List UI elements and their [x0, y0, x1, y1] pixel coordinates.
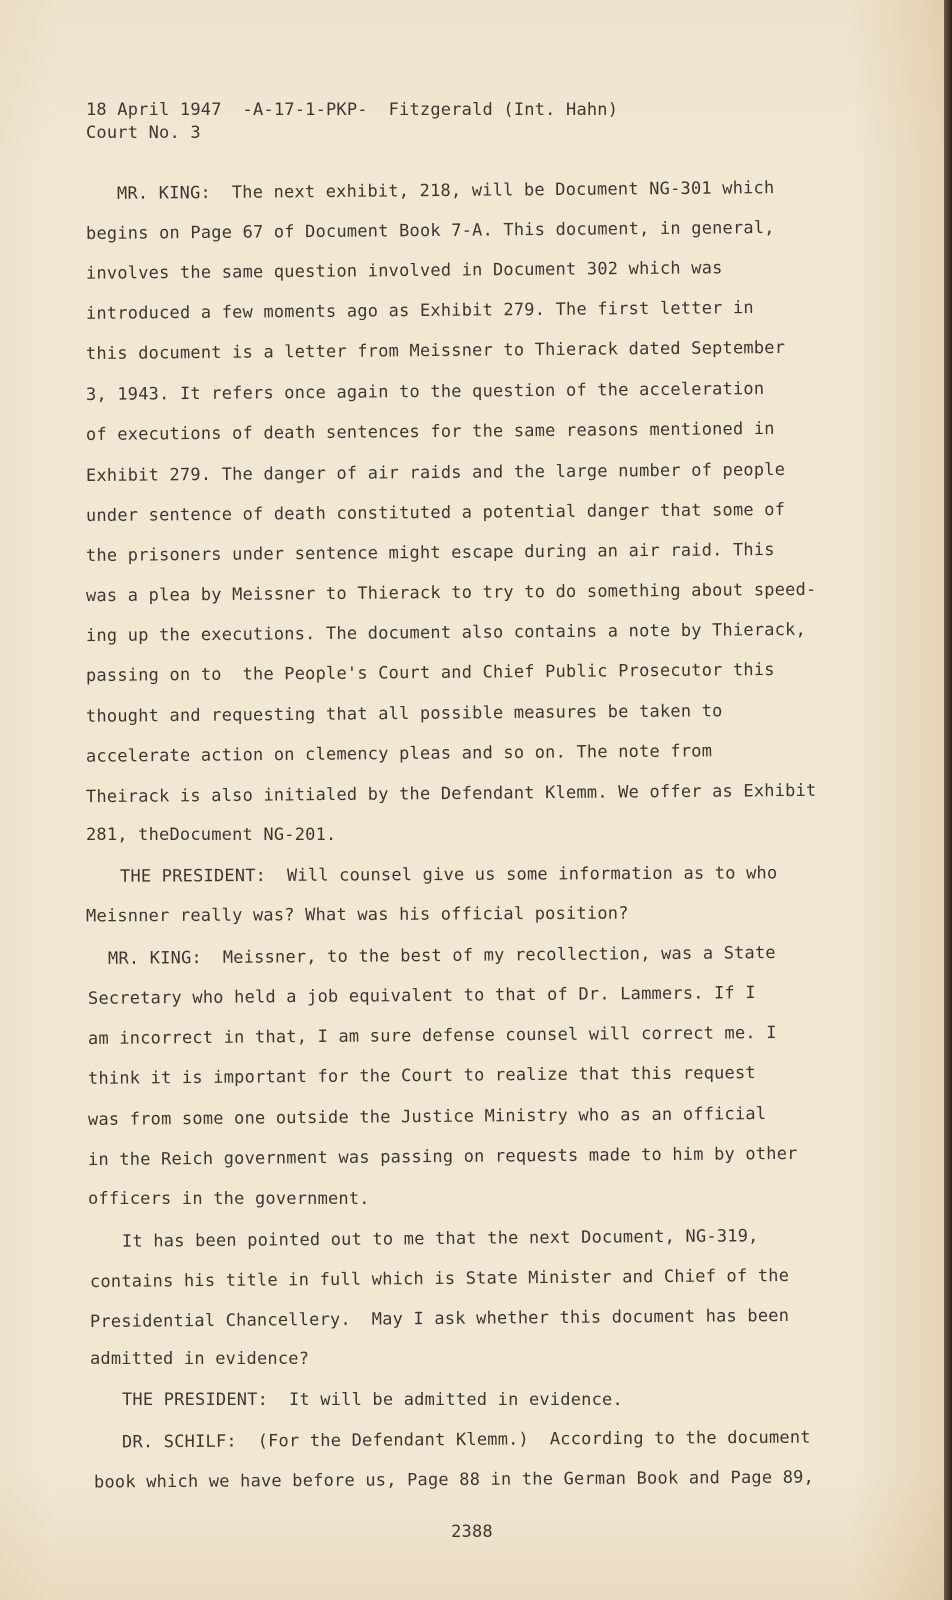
header-court-number: Court No. 3: [86, 123, 201, 143]
body-line: admitted in evidence?: [90, 1349, 310, 1369]
body-line: accelerate action on clemency pleas and so on. The note from: [85, 741, 713, 767]
page-number: 2388: [451, 1522, 493, 1542]
page-edge-shadow: [944, 0, 952, 1600]
body-line: book which we have before us, Page 88 in the German Book and Page 89,: [93, 1467, 815, 1493]
body-line: thought and requesting that all possible measures be taken to: [85, 701, 723, 727]
body-line: Meisnner really was? What was his official position?: [85, 903, 629, 927]
body-line: ing up the executions. The document also contains a note by Thierack,: [85, 619, 807, 647]
body-line: MR. KING: Meissner, to the best of my recollection, was a State: [107, 943, 776, 969]
body-line: passing on to the People's Court and Chief Public Prosecutor this: [85, 659, 775, 687]
body-line: THE PRESIDENT: Will counsel give us some information as to who: [119, 863, 778, 887]
body-line: 281, theDocument NG-201.: [86, 825, 337, 845]
body-line: THE PRESIDENT: It will be admitted in evidence.: [122, 1390, 623, 1410]
body-line: contains his title in full which is State Minister and Chief of the: [89, 1265, 790, 1293]
body-line: It has been pointed out to me that the next Document, NG-319,: [121, 1226, 759, 1252]
body-line: DR. SCHILF: (For the Defendant Klemm.) According to the document: [121, 1427, 811, 1453]
body-line: 3, 1943. It refers once again to the question of the acceleration: [85, 379, 765, 405]
body-line: of executions of death sentences for the same reasons mentioned in: [85, 418, 775, 446]
body-line: Exhibit 279. The danger of air raids and the large number of people: [85, 459, 786, 487]
body-line: the prisoners under sentence might escape during an air raid. This: [85, 539, 775, 567]
body-line: Secretary who held a job equivalent to that of Dr. Lammers. If I: [87, 983, 756, 1009]
body-line: this document is a letter from Meissner to Thierack dated September: [85, 337, 786, 365]
body-line: officers in the government.: [88, 1189, 370, 1209]
body-line: in the Reich government was passing on requests made to him by other: [87, 1143, 798, 1171]
body-line: am incorrect in that, I am sure defense counsel will correct me. I: [87, 1022, 777, 1050]
body-line: think it is important for the Court to realize that this request: [87, 1063, 756, 1089]
body-line: introduced a few moments ago as Exhibit 279. The first letter in: [85, 298, 754, 324]
body-line: was a plea by Meissner to Thierack to try to do something about speed-: [85, 579, 817, 607]
body-line: Presidential Chancellery. May I ask whether this document has been: [89, 1305, 790, 1333]
body-line: begins on Page 67 of Document Book 7-A. This document, in general,: [85, 217, 775, 245]
header-date-reference: 18 April 1947 -A-17-1-PKP- Fitzgerald (Int. Hahn): [86, 100, 619, 120]
body-line: under sentence of death constituted a potential danger that some of: [85, 499, 786, 527]
body-line: involves the same question involved in Document 302 which was: [85, 258, 723, 284]
body-line: MR. KING: The next exhibit, 218, will be Document NG-301 which: [116, 178, 775, 204]
body-line: Theirack is also initialed by the Defendant Klemm. We offer as Exhibit: [85, 780, 817, 808]
body-line: was from some one outside the Justice Ministry who as an official: [87, 1104, 767, 1130]
